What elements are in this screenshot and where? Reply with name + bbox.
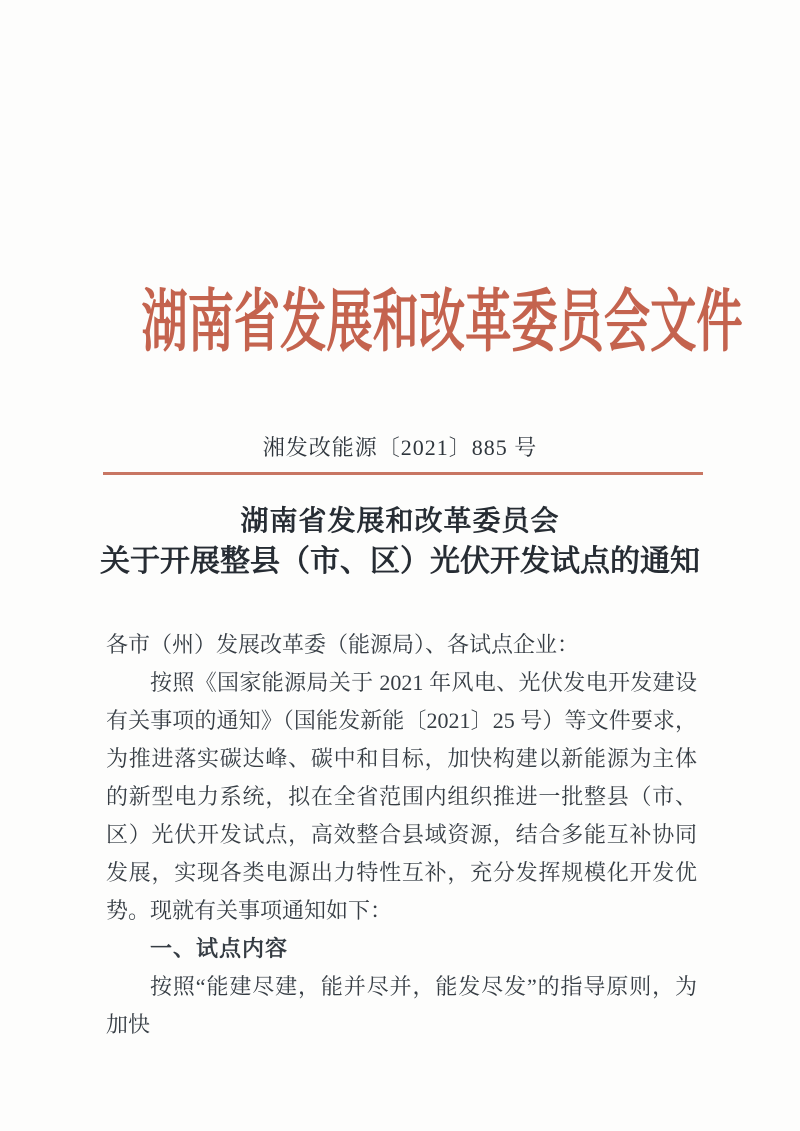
doc-body [106,626,697,1044]
doc-number: 湘发改能源〔2021〕885 号 [262,435,538,460]
letterhead-title: 湖南省发展和改革委员会文件 [141,284,743,360]
section-heading: 一、试点内容 [150,936,289,961]
letterhead [0,282,800,362]
doc-title-line2: 关于开展整县（市、区）光伏开发试点的通知 [100,545,700,578]
doc-title-line1: 湖南省发展和改革委员会 [240,506,560,537]
red-divider-line [103,472,703,475]
doc-title [0,502,800,582]
paragraph-pilot-content: 按照“能建尽建，能并尽并，能发尽发”的指导原则，为加快 [106,974,697,1037]
paragraph-intro: 按照《国家能源局关于 2021 年风电、光伏发电开发建设有关事项的通知》（国能发新能〔2021〕25 号）等文件要求，为推进落实碳达峰、碳中和目标，加快构建以新能源为主体的新型电力系统，拟在全省范围内组织推进一批整县（市、区）光伏开发试点，高效整合县域资源，结合多能互补协同发展，实现各类电源出力特性互补，充分发挥规模化开发优势。现就有关事项通知如下： [106,670,697,923]
salutation: 各市（州）发展改革委（能源局）、各试点企业： [106,632,580,657]
